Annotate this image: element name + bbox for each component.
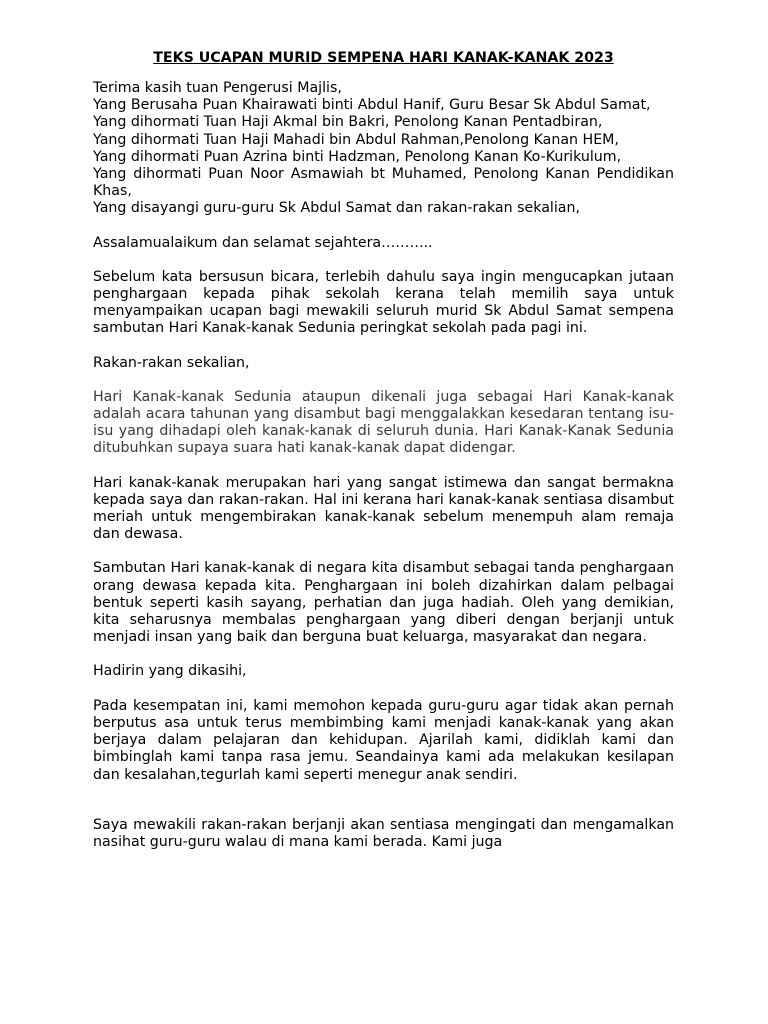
document-title: TEKS UCAPAN MURID SEMPENA HARI KANAK-KANAK 2023 — [153, 50, 614, 66]
paragraph-childrens-day: Hari Kanak-kanak Sedunia ataupun dikenali juga sebagai Hari Kanak-kanak adalah acara tahunan yang disambut bagi menggalakkan kesedaran tentang isu-isu yang dihadapi oleh kanak-kanak di seluruh dunia. Hari Kanak-Kanak Sedunia ditubuhkan supaya suara hati kanak-kanak dapat didengar. — [93, 388, 674, 457]
salutation-line: Yang dihormati Tuan Haji Mahadi bin Abdul Rahman,Penolong Kanan HEM, — [93, 131, 619, 148]
salutation-line: Yang disayangi guru-guru Sk Abdul Samat dan rakan-rakan sekalian, — [93, 200, 580, 217]
greeting: Assalamualaikum dan selamat sejahtera……….. — [93, 234, 433, 251]
address-line: Hadirin yang dikasihi, — [93, 663, 247, 680]
address-line: Rakan-rakan sekalian, — [93, 354, 250, 371]
document-page — [93, 50, 674, 868]
salutation-line: Terima kasih tuan Pengerusi Majlis, — [93, 80, 342, 96]
paragraph-appreciation: Sambutan Hari kanak-kanak di negara kita disambut sebagai tanda penghargaan orang dewasa kepada kita. Penghargaan ini boleh dizahirkan dalam pelbagai bentuk seperti kasih sayang, perhatian dan juga hadiah. Oleh yang demikian, kita seharusnya membalas penghargaan yang diberi dengan berjanji untuk menjadi insan yang baik dan berguna buat keluarga, masyarakat dan negara. — [93, 560, 674, 646]
paragraph-promise: Saya mewakili rakan-rakan berjanji akan sentiasa mengingati dan mengamalkan nasihat guru-guru walau di mana kami berada. Kami juga — [93, 816, 674, 850]
paragraph-special-day: Hari kanak-kanak merupakan hari yang sangat istimewa dan sangat bermakna kepada saya dan rakan-rakan. Hal ini kerana hari kanak-kanak sentiasa disambut meriah untuk mengembirakan kanak-kanak sebelum menempuh alam remaja dan dewasa. — [93, 474, 674, 543]
salutation-line: Yang dihormati Puan Azrina binti Hadzman, Penolong Kanan Ko-Kurikulum, — [93, 148, 622, 165]
paragraph-request-teachers: Pada kesempatan ini, kami memohon kepada guru-guru agar tidak akan pernah berputus asa untuk terus membimbing kami menjadi kanak-kanak yang akan berjaya dalam pelajaran dan kehidupan. Ajarilah kami, didiklah kami dan bimbinglah kami tanpa rasa jemu. Seandainya kami ada melakukan kesilapan dan kesalahan,tegurlah kami seperti menegur anak sendiri. — [93, 697, 674, 783]
salutation-line: Yang dihormati Tuan Haji Akmal bin Bakri, Penolong Kanan Pentadbiran, — [93, 114, 603, 131]
salutation-line: Yang dihormati Puan Noor Asmawiah bt Muhamed, Penolong Kanan Pendidikan Khas, — [93, 166, 674, 200]
paragraph-opening: Sebelum kata bersusun bicara, terlebih dahulu saya ingin mengucapkan jutaan penghargaan kepada pihak sekolah kerana telah memilih saya untuk menyampaikan ucapan bagi mewakili seluruh murid Sk Abdul Samat sempena sambutan Hari Kanak-kanak Sedunia peringkat sekolah pada pagi ini. — [93, 268, 674, 337]
salutation-line: Yang Berusaha Puan Khairawati binti Abdul Hanif, Guru Besar Sk Abdul Samat, — [93, 97, 651, 114]
salutation-block — [93, 80, 674, 218]
